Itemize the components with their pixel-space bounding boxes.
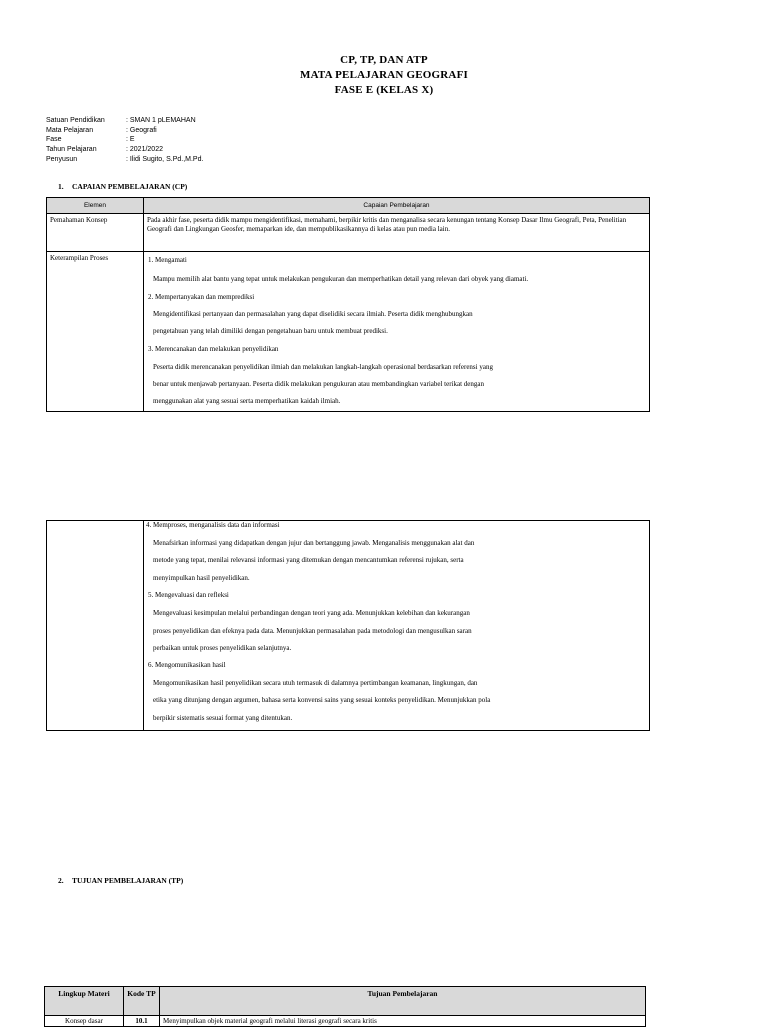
identity-value: : 2021/2022	[126, 146, 163, 154]
cp-step-text: pengetahuan yang telah dimiliki dengan pengetahuan baru untuk membuat prediksi.	[153, 327, 388, 335]
tp-table	[44, 986, 646, 1027]
identity-label: Penyusun	[46, 155, 78, 163]
tp-row	[45, 1016, 646, 1027]
cp-header-elemen: Elemen	[47, 198, 144, 214]
tp-header-kode: Kode TP	[124, 987, 160, 1016]
cp-elemen-label: Keterampilan Proses	[50, 254, 109, 262]
cp-step-heading: 5. Mengevaluasi dan refleksi	[148, 591, 229, 599]
document-subtitle-subject: MATA PELAJARAN GEOGRAFI	[300, 69, 468, 81]
section-title: TUJUAN PEMBELAJARAN (TP)	[72, 876, 184, 885]
identity-row-phase	[46, 135, 203, 145]
tp-table-header-row	[45, 987, 646, 1016]
section-heading-cp	[58, 182, 187, 191]
identity-value: : SMAN 1 pLEMAHAN	[126, 117, 196, 124]
identity-label: Tahun Pelajaran	[46, 146, 97, 154]
cp-cell-elemen	[47, 252, 144, 412]
section-number: 2.	[58, 876, 64, 885]
cp-step-text: perbaikan untuk proses penyelidikan selanjutnya.	[153, 644, 292, 652]
tp-cell-lingkup: Konsep dasar	[45, 1016, 124, 1027]
identity-row-school	[46, 116, 203, 126]
section-number: 1.	[58, 182, 64, 191]
tp-header-lingkup: Lingkup Materi	[45, 987, 124, 1016]
document-subtitle-phase: FASE E (KELAS X)	[334, 84, 434, 96]
identity-row-year	[46, 145, 203, 155]
cp-step-text: etika yang ditunjang dengan argumen, bahasa serta konvensi sains yang sesuai konteks penyelidikan. Menunjukkan pola	[153, 696, 491, 704]
cp-step-heading: 6. Mengomunikasikan hasil	[148, 661, 226, 669]
cp-header-capaian: Capaian Pembelajaran	[144, 198, 650, 214]
cp-step-heading: 3. Merencanakan dan melakukan penyelidikan	[148, 345, 279, 353]
cp-row-pemahaman	[47, 214, 650, 252]
section-heading-tp	[58, 876, 183, 885]
cp-step-text: Mengevaluasi kesimpulan melalui perbandingan dengan teori yang ada. Menunjukkan kelebihan dan kekurangan	[153, 609, 470, 617]
cp-capaian-text: Pada akhir fase, peserta didik mampu mengidentifikasi, memahami, berpikir kritis dan menganalisa secara kenungan tentang Konsep Dasar Ilmu Geografi, Peta, Penelitian Geografi dan Lingkungan Geosfer, memaparkan ide, dan mempublikasikannya di kelas atau pun media lain.	[147, 216, 627, 233]
identity-value: : Geografi	[126, 126, 157, 134]
cp-elemen-label: Pemahaman Konsep	[50, 216, 108, 224]
cp-step-text: berpikir sistematis sesuai format yang ditentukan.	[153, 714, 293, 722]
cp-step-heading: 1. Mengamati	[148, 256, 187, 264]
cp-cell-elemen	[47, 214, 144, 252]
cp-step-text: Peserta didik merencanakan penyelidikan ilmiah dan melakukan langkah-langkah operasional berdasarkan referensi yang	[153, 363, 493, 371]
tp-cell-kode: 10.1	[124, 1016, 160, 1027]
cp-step-text: metode yang tepat, menilai relevansi informasi yang ditemukan dengan mencantumkan referensi rujukan, serta	[153, 556, 464, 564]
cp-step-heading: 4. Memproses, menganalisis data dan informasi	[146, 521, 280, 529]
cp-step-text: proses penyelidikan dan efeknya pada data. Menunjukkan permasalahan pada metodologi dan mengusulkan saran	[153, 627, 472, 635]
cp-step-text: benar untuk menjawab pertanyaan. Peserta didik melakukan pengukuran atau membandingkan variabel terikat dengan	[153, 380, 485, 388]
cp-table-header-row	[47, 198, 650, 214]
document-title-block	[0, 53, 768, 98]
cp-step-text: menggunakan alat yang sesuai serta memperhatikan kaidah ilmiah.	[153, 397, 341, 405]
cp-step-heading: 2. Mempertanyakan dan memprediksi	[148, 293, 255, 301]
identity-label: Fase	[46, 136, 62, 144]
cp-step-text: Mengomunikasikan hasil penyelidikan secara utuh termasuk di dalamnya pertimbangan keamanan, lingkungan, dan	[153, 679, 478, 687]
identity-block	[46, 116, 203, 164]
identity-value: : E	[126, 136, 135, 144]
tp-header-tujuan: Tujuan Pembelajaran	[160, 987, 646, 1016]
cp-cell-capaian	[144, 214, 650, 252]
cp-step-text: menyimpulkan hasil penyelidikan.	[153, 574, 250, 582]
cp-step-text: Mengidentifikasi pertanyaan dan permasalahan yang dapat diselidiki secara ilmiah. Peserta didik menghubungkan	[153, 310, 473, 318]
identity-row-subject	[46, 126, 203, 136]
identity-label: Satuan Pendidikan	[46, 117, 105, 124]
tp-cell-tujuan: Menyimpulkan objek material geografi melalui literasi geografi secara kritis	[160, 1016, 646, 1027]
identity-label: Mata Pelajaran	[46, 126, 94, 134]
cp-step-text: Menafsirkan informasi yang didapatkan dengan jujur dan bertanggung jawab. Menganalisis menggunakan alat dan	[153, 539, 475, 547]
document-title: CP, TP, DAN ATP	[340, 54, 428, 66]
identity-value: : Ilidi Sugito, S.Pd.,M.Pd.	[126, 155, 204, 163]
section-title: CAPAIAN PEMBELAJARAN (CP)	[72, 182, 188, 191]
column-divider	[143, 521, 144, 730]
cp-step-text: Mampu memilih alat bantu yang tepat untuk melakukan pengukuran dan memperhatikan detail yang relevan dari obyek yang diamati.	[153, 275, 529, 283]
identity-row-author	[46, 155, 203, 165]
